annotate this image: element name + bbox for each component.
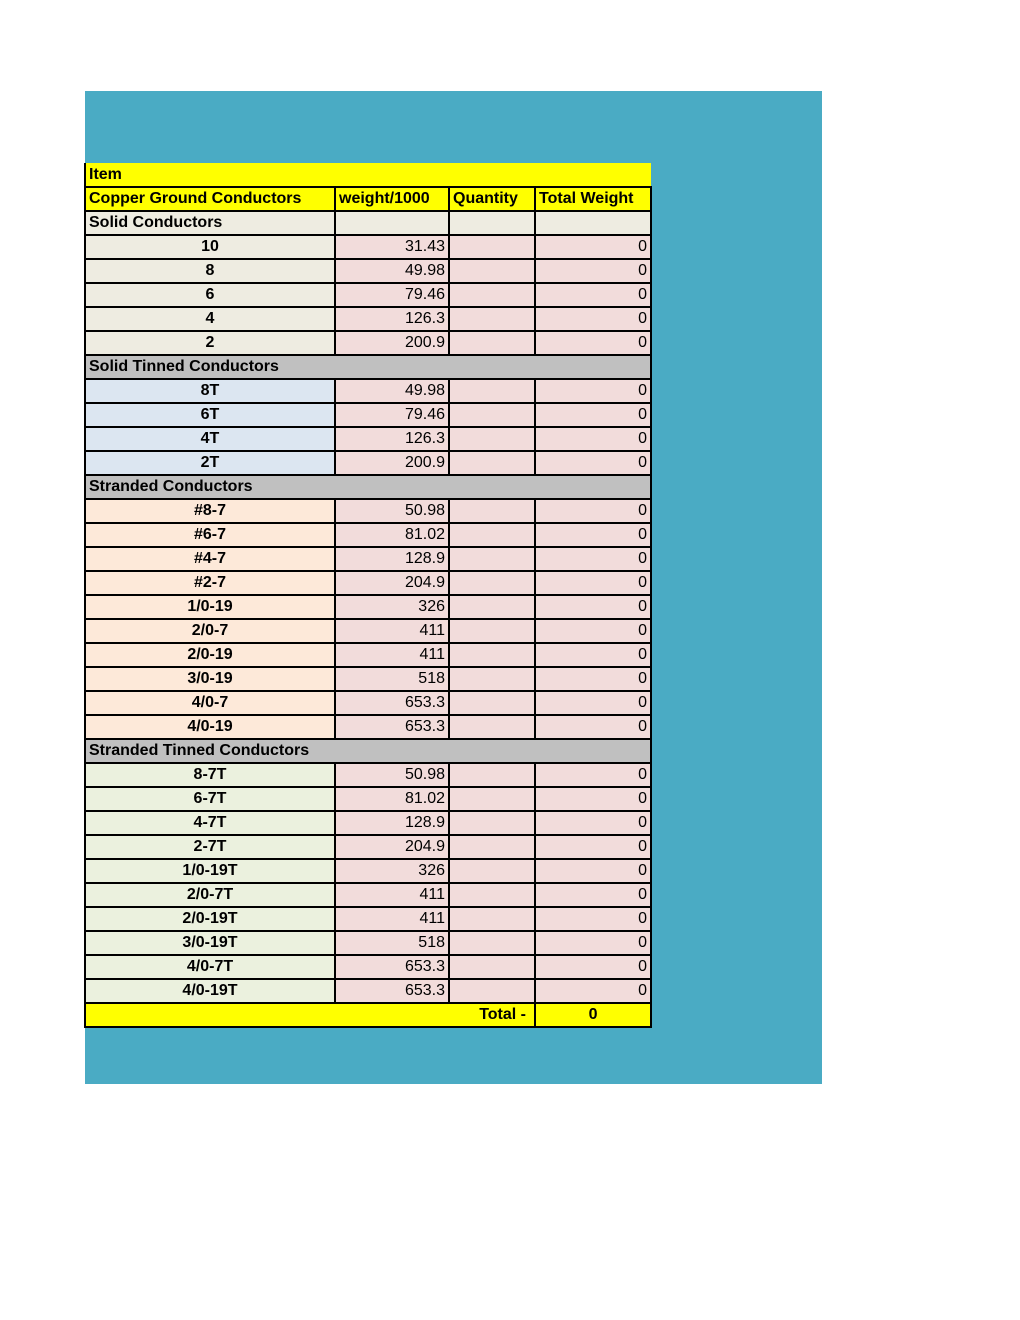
header-item: Copper Ground Conductors [85,187,335,211]
header-total-weight: Total Weight [535,187,651,211]
conductor-size: 3/0-19T [85,931,335,955]
conductor-size: 3/0-19 [85,667,335,691]
weight-per-1000: 49.98 [335,379,449,403]
section-empty-cell [335,211,449,235]
quantity-cell[interactable] [449,763,535,787]
total-weight-cell: 0 [535,619,651,643]
table-row [85,691,651,715]
conductor-size: 4/0-19 [85,715,335,739]
weight-per-1000: 411 [335,907,449,931]
quantity-cell[interactable] [449,451,535,475]
weight-per-1000: 81.02 [335,787,449,811]
conductor-size: 4-7T [85,811,335,835]
weight-per-1000: 49.98 [335,259,449,283]
total-weight-cell: 0 [535,451,651,475]
total-weight-cell: 0 [535,571,651,595]
table-row [85,787,651,811]
conductor-size: 4/0-19T [85,979,335,1003]
table-row [85,451,651,475]
table-row [85,643,651,667]
weight-per-1000: 326 [335,859,449,883]
total-weight-cell: 0 [535,595,651,619]
weight-per-1000: 50.98 [335,763,449,787]
quantity-cell[interactable] [449,811,535,835]
weight-per-1000: 411 [335,643,449,667]
weight-per-1000: 518 [335,667,449,691]
quantity-cell[interactable] [449,787,535,811]
table-row [85,715,651,739]
total-weight-cell: 0 [535,427,651,451]
weight-per-1000: 653.3 [335,979,449,1003]
total-weight-cell: 0 [535,283,651,307]
weight-per-1000: 653.3 [335,715,449,739]
total-weight-cell: 0 [535,499,651,523]
table-row [85,403,651,427]
total-weight-cell: 0 [535,259,651,283]
total-weight-cell: 0 [535,379,651,403]
quantity-cell[interactable] [449,931,535,955]
conductor-size: 2/0-7 [85,619,335,643]
table-row [85,931,651,955]
section-title: Stranded Tinned Conductors [85,739,651,763]
total-weight-cell: 0 [535,331,651,355]
quantity-cell[interactable] [449,331,535,355]
table-row [85,667,651,691]
quantity-cell[interactable] [449,667,535,691]
quantity-cell[interactable] [449,259,535,283]
total-weight-cell: 0 [535,811,651,835]
total-weight-cell: 0 [535,907,651,931]
total-value: 0 [535,1003,651,1027]
table-row [85,619,651,643]
table-row [85,979,651,1003]
weight-per-1000: 79.46 [335,403,449,427]
total-weight-cell: 0 [535,547,651,571]
weight-per-1000: 128.9 [335,811,449,835]
quantity-cell[interactable] [449,307,535,331]
weight-per-1000: 81.02 [335,523,449,547]
section-title: Solid Tinned Conductors [85,355,651,379]
table-row [85,499,651,523]
conductor-size: 8T [85,379,335,403]
quantity-cell[interactable] [449,403,535,427]
quantity-cell[interactable] [449,691,535,715]
conductor-size: 8 [85,259,335,283]
total-weight-cell: 0 [535,691,651,715]
conductor-size: 2 [85,331,335,355]
quantity-cell[interactable] [449,547,535,571]
conductor-size: #2-7 [85,571,335,595]
section-empty-cell [535,211,651,235]
section-row [85,475,651,499]
quantity-cell[interactable] [449,283,535,307]
title-cell: Item [85,163,651,187]
table-row [85,427,651,451]
quantity-cell[interactable] [449,979,535,1003]
table-row [85,379,651,403]
table-row [85,811,651,835]
quantity-cell[interactable] [449,571,535,595]
weight-per-1000: 126.3 [335,427,449,451]
quantity-cell[interactable] [449,835,535,859]
conductor-size: 1/0-19T [85,859,335,883]
total-weight-cell: 0 [535,883,651,907]
section-row [85,211,651,235]
conductor-size: 2/0-19 [85,643,335,667]
weight-per-1000: 200.9 [335,451,449,475]
table-row [85,835,651,859]
conductor-size: 6T [85,403,335,427]
table-row [85,955,651,979]
total-weight-cell: 0 [535,979,651,1003]
total-weight-cell: 0 [535,955,651,979]
quantity-cell[interactable] [449,715,535,739]
header-row [85,187,651,211]
total-weight-cell: 0 [535,931,651,955]
conductor-size: #4-7 [85,547,335,571]
total-weight-cell: 0 [535,667,651,691]
table-row [85,763,651,787]
weight-per-1000: 200.9 [335,331,449,355]
conductor-size: #8-7 [85,499,335,523]
title-row [85,163,651,187]
header-quantity: Quantity [449,187,535,211]
quantity-cell[interactable] [449,883,535,907]
conductor-size: #6-7 [85,523,335,547]
total-weight-cell: 0 [535,763,651,787]
table-row [85,571,651,595]
weight-per-1000: 326 [335,595,449,619]
quantity-cell[interactable] [449,499,535,523]
table-row [85,523,651,547]
quantity-cell[interactable] [449,595,535,619]
total-weight-cell: 0 [535,403,651,427]
conductor-size: 4T [85,427,335,451]
total-weight-cell: 0 [535,307,651,331]
total-row [85,1003,651,1027]
table-row [85,859,651,883]
quantity-cell[interactable] [449,235,535,259]
weight-per-1000: 204.9 [335,571,449,595]
weight-per-1000: 31.43 [335,235,449,259]
quantity-cell[interactable] [449,859,535,883]
quantity-cell[interactable] [449,643,535,667]
conductor-size: 2/0-19T [85,907,335,931]
total-weight-cell: 0 [535,643,651,667]
conductor-size: 2T [85,451,335,475]
weight-per-1000: 411 [335,883,449,907]
total-weight-cell: 0 [535,787,651,811]
weight-per-1000: 653.3 [335,691,449,715]
total-label: Total - [85,1003,535,1027]
section-row [85,355,651,379]
conductor-size: 2-7T [85,835,335,859]
quantity-cell[interactable] [449,379,535,403]
quantity-cell[interactable] [449,907,535,931]
weight-per-1000: 653.3 [335,955,449,979]
conductor-size: 8-7T [85,763,335,787]
table-row [85,235,651,259]
table-row [85,307,651,331]
conductor-size: 10 [85,235,335,259]
quantity-cell[interactable] [449,427,535,451]
conductor-size: 6-7T [85,787,335,811]
table-row [85,331,651,355]
total-weight-cell: 0 [535,835,651,859]
header-weight: weight/1000 [335,187,449,211]
quantity-cell[interactable] [449,619,535,643]
section-row [85,739,651,763]
weight-per-1000: 79.46 [335,283,449,307]
conductor-size: 4/0-7T [85,955,335,979]
table-row [85,547,651,571]
quantity-cell[interactable] [449,523,535,547]
weight-per-1000: 518 [335,931,449,955]
conductor-size: 2/0-7T [85,883,335,907]
conductor-weight-table [84,163,652,1028]
total-weight-cell: 0 [535,715,651,739]
weight-per-1000: 128.9 [335,547,449,571]
weight-per-1000: 411 [335,619,449,643]
section-empty-cell [449,211,535,235]
table-row [85,883,651,907]
conductor-size: 1/0-19 [85,595,335,619]
section-title: Solid Conductors [85,211,335,235]
conductor-size: 6 [85,283,335,307]
section-title: Stranded Conductors [85,475,651,499]
weight-per-1000: 126.3 [335,307,449,331]
quantity-cell[interactable] [449,955,535,979]
total-weight-cell: 0 [535,523,651,547]
table-row [85,283,651,307]
table-row [85,259,651,283]
conductor-size: 4/0-7 [85,691,335,715]
table-row [85,907,651,931]
total-weight-cell: 0 [535,235,651,259]
total-weight-cell: 0 [535,859,651,883]
table-row [85,595,651,619]
weight-per-1000: 204.9 [335,835,449,859]
conductor-size: 4 [85,307,335,331]
weight-per-1000: 50.98 [335,499,449,523]
